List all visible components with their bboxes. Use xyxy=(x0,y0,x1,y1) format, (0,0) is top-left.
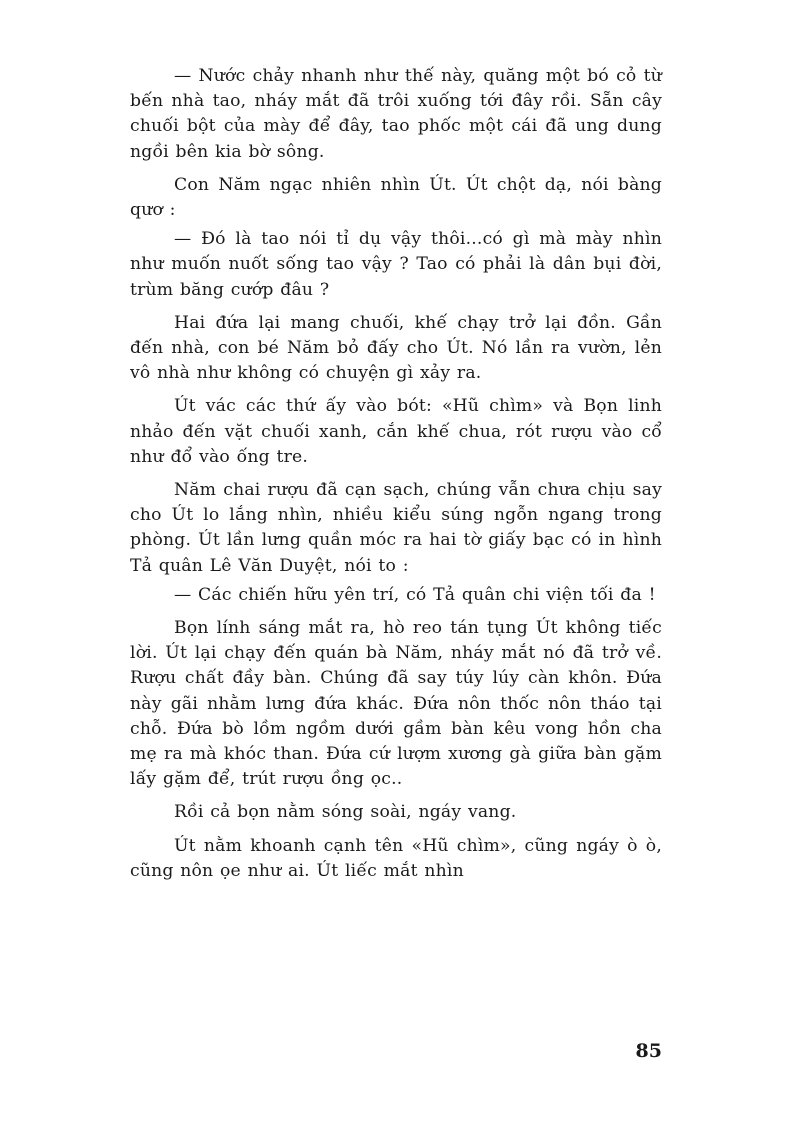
paragraph-8: Bọn lính sáng mắt ra, hò reo tán tụng Út không tiếc lời. Út lại chạy đến quán bà Năm, nháy mắt nó đã trở về. Rượu chất đầy bàn. Chúng đã say túy lúy càn khôn. Đứa này gãi nhằm lưng đứa khác. Đứa nôn thốc nôn tháo tại chỗ. Đứa bò lồm ngồm dưới gầm bàn kêu vong hồn cha mẹ ra mà khóc than. Đứa cứ lượm xương gà giữa bàn gặm lấy gặm để, trút rượu ồng ọc.. xyxy=(130,618,662,790)
paragraph-5: Út vác các thứ ấy vào bót: «Hũ chìm» và Bọn linh nhảo đến vặt chuối xanh, cắn khế chua, rót rượu vào cổ như đổ vào ống tre. xyxy=(130,396,662,467)
paragraph-6: Năm chai rượu đã cạn sạch, chúng vẫn chưa chịu say cho Út lo lắng nhìn, nhiều kiểu súng ngỗn ngang trong phòng. Út lần lưng quần móc ra hai tờ giấy bạc có in hình Tả quân Lê Văn Duyệt, nói to : xyxy=(130,480,662,576)
book-page xyxy=(130,64,662,1064)
paragraph-7: — Các chiến hữu yên trí, có Tả quân chi viện tối đa ! xyxy=(174,584,656,605)
paragraph-2: Con Năm ngạc nhiên nhìn Út. Út chột dạ, nói bàng qươ : xyxy=(130,174,662,221)
paragraph-4: Hai đứa lại mang chuối, khế chạy trở lại đồn. Gần đến nhà, con bé Năm bỏ đấy cho Út. Nó lần ra vườn, lẻn vô nhà như không có chuyện gì xảy ra. xyxy=(130,312,662,384)
paragraph-9: Rồi cả bọn nằm sóng soài, ngáy vang. xyxy=(174,802,517,823)
paragraph-10: Út nằm khoanh cạnh tên «Hũ chìm», cũng ngáy ò ò, cũng nôn ọe như ai. Út liếc mắt nhìn xyxy=(130,835,662,881)
paragraph-1: — Nước chảy nhanh như thế này, quăng một bó cỏ từ bến nhà tao, nháy mắt đã trôi xuống tới đây rồi. Sẵn cây chuối bột của mày để đây, tao phốc một cái đã ung dung ngồi bên kia bờ sông. xyxy=(130,66,662,162)
paragraph-3: — Đó là tao nói tỉ dụ vậy thôi...có gì mà mày nhìn như muốn nuốt sống tao vậy ? Tao có phải là dân bụi đời, trùm băng cướp đâu ? xyxy=(130,229,662,300)
page-number: 85 xyxy=(635,1040,662,1062)
